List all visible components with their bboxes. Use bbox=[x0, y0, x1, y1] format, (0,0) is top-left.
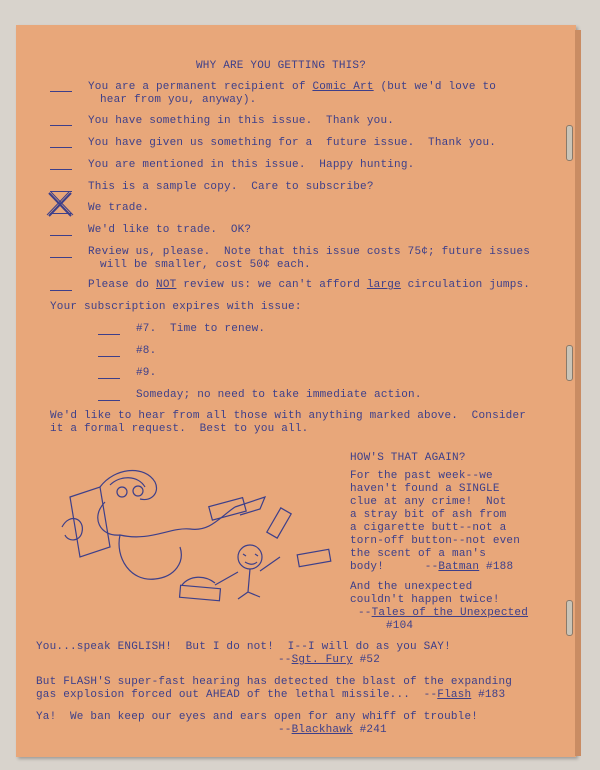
checkbox-blank[interactable] bbox=[50, 213, 72, 214]
request-line-1: We'd like to hear from all those with anything marked above. Consider bbox=[50, 410, 527, 422]
hows-quote-1-line: clue at any crime! Not bbox=[350, 496, 507, 508]
checkbox-blank[interactable] bbox=[50, 91, 72, 92]
checkbox-blank[interactable] bbox=[50, 125, 72, 126]
subscription-heading: Your subscription expires with issue: bbox=[50, 301, 302, 313]
hows-quote-2-num: #104 bbox=[386, 620, 414, 632]
hows-quote-1-line: a cigarette butt--not a bbox=[350, 522, 507, 534]
page-title: WHY ARE YOU GETTING THIS? bbox=[196, 60, 367, 72]
checkbox-blank[interactable] bbox=[98, 356, 120, 357]
hows-quote-1-line: the scent of a man's bbox=[350, 548, 487, 560]
quote-flash-line-2: gas explosion forced out AHEAD of the lethal missile... --Flash #183 bbox=[36, 689, 506, 701]
subscription-option-8: #8. bbox=[136, 345, 157, 357]
reason-7: We'd like to trade. OK? bbox=[88, 224, 252, 236]
quote-blackhawk: Ya! We ban keep our eyes and ears open for any whiff of trouble! bbox=[36, 711, 479, 723]
hows-quote-1-line: haven't found a SINGLE bbox=[350, 483, 500, 495]
x-mark-icon[interactable] bbox=[46, 190, 74, 220]
reason-8: Review us, please. Note that this issue costs 75¢; future issues bbox=[88, 246, 531, 258]
checkbox-blank[interactable] bbox=[98, 400, 120, 401]
subscription-option-someday: Someday; no need to take immediate action. bbox=[136, 389, 422, 401]
reason-4: You are mentioned in this issue. Happy hunting. bbox=[88, 159, 415, 171]
reason-6: We trade. bbox=[88, 202, 150, 214]
quote-sgt-fury-source: --Sgt. Fury #52 bbox=[278, 654, 381, 666]
reason-9: Please do NOT review us: we can't afford large circulation jumps. bbox=[88, 279, 531, 291]
fanzine-page bbox=[16, 25, 576, 757]
reason-3: You have given us something for a future issue. Thank you. bbox=[88, 137, 497, 149]
hows-quote-1-last: body! --Batman #188 bbox=[350, 561, 514, 573]
checkbox-blank[interactable] bbox=[50, 147, 72, 148]
checkbox-blank[interactable] bbox=[98, 334, 120, 335]
checkbox-blank[interactable] bbox=[50, 257, 72, 258]
reason-1-line-2: hear from you, anyway). bbox=[100, 94, 257, 106]
hows-quote-2-line: And the unexpected bbox=[350, 581, 473, 593]
hows-quote-1-line: a stray bit of ash from bbox=[350, 509, 507, 521]
checkbox-blank[interactable] bbox=[98, 378, 120, 379]
checkbox-blank[interactable] bbox=[50, 290, 72, 291]
reason-8-line-2: will be smaller, cost 50¢ each. bbox=[100, 259, 311, 271]
quote-flash: But FLASH'S super-fast hearing has detected the blast of the expanding bbox=[36, 676, 513, 688]
quote-blackhawk-source: --Blackhawk #241 bbox=[278, 724, 387, 736]
staple bbox=[566, 125, 573, 161]
subscription-option-9: #9. bbox=[136, 367, 157, 379]
checkbox-blank[interactable] bbox=[50, 235, 72, 236]
staple bbox=[566, 345, 573, 381]
request-line-2: it a formal request. Best to you all. bbox=[50, 423, 309, 435]
reason-5: This is a sample copy. Care to subscribe? bbox=[88, 181, 374, 193]
page-edge bbox=[575, 30, 581, 756]
checkbox-blank[interactable] bbox=[50, 169, 72, 170]
hows-heading: HOW'S THAT AGAIN? bbox=[350, 452, 466, 464]
staple bbox=[566, 600, 573, 636]
subscription-option-7: #7. Time to renew. bbox=[136, 323, 266, 335]
hows-quote-2-line: couldn't happen twice! bbox=[350, 594, 500, 606]
quote-sgt-fury: You...speak ENGLISH! But I do not! I--I will do as you SAY! bbox=[36, 641, 451, 653]
reason-2: You have something in this issue. Thank you. bbox=[88, 115, 395, 127]
cartoon-illustration bbox=[60, 457, 340, 607]
hows-quote-1-line: For the past week--we bbox=[350, 470, 493, 482]
hows-quote-2-source: --Tales of the Unexpected bbox=[358, 607, 529, 619]
reason-1: You are a permanent recipient of Comic Art (but we'd love to bbox=[88, 81, 497, 93]
hows-quote-1-line: torn-off button--not even bbox=[350, 535, 521, 547]
